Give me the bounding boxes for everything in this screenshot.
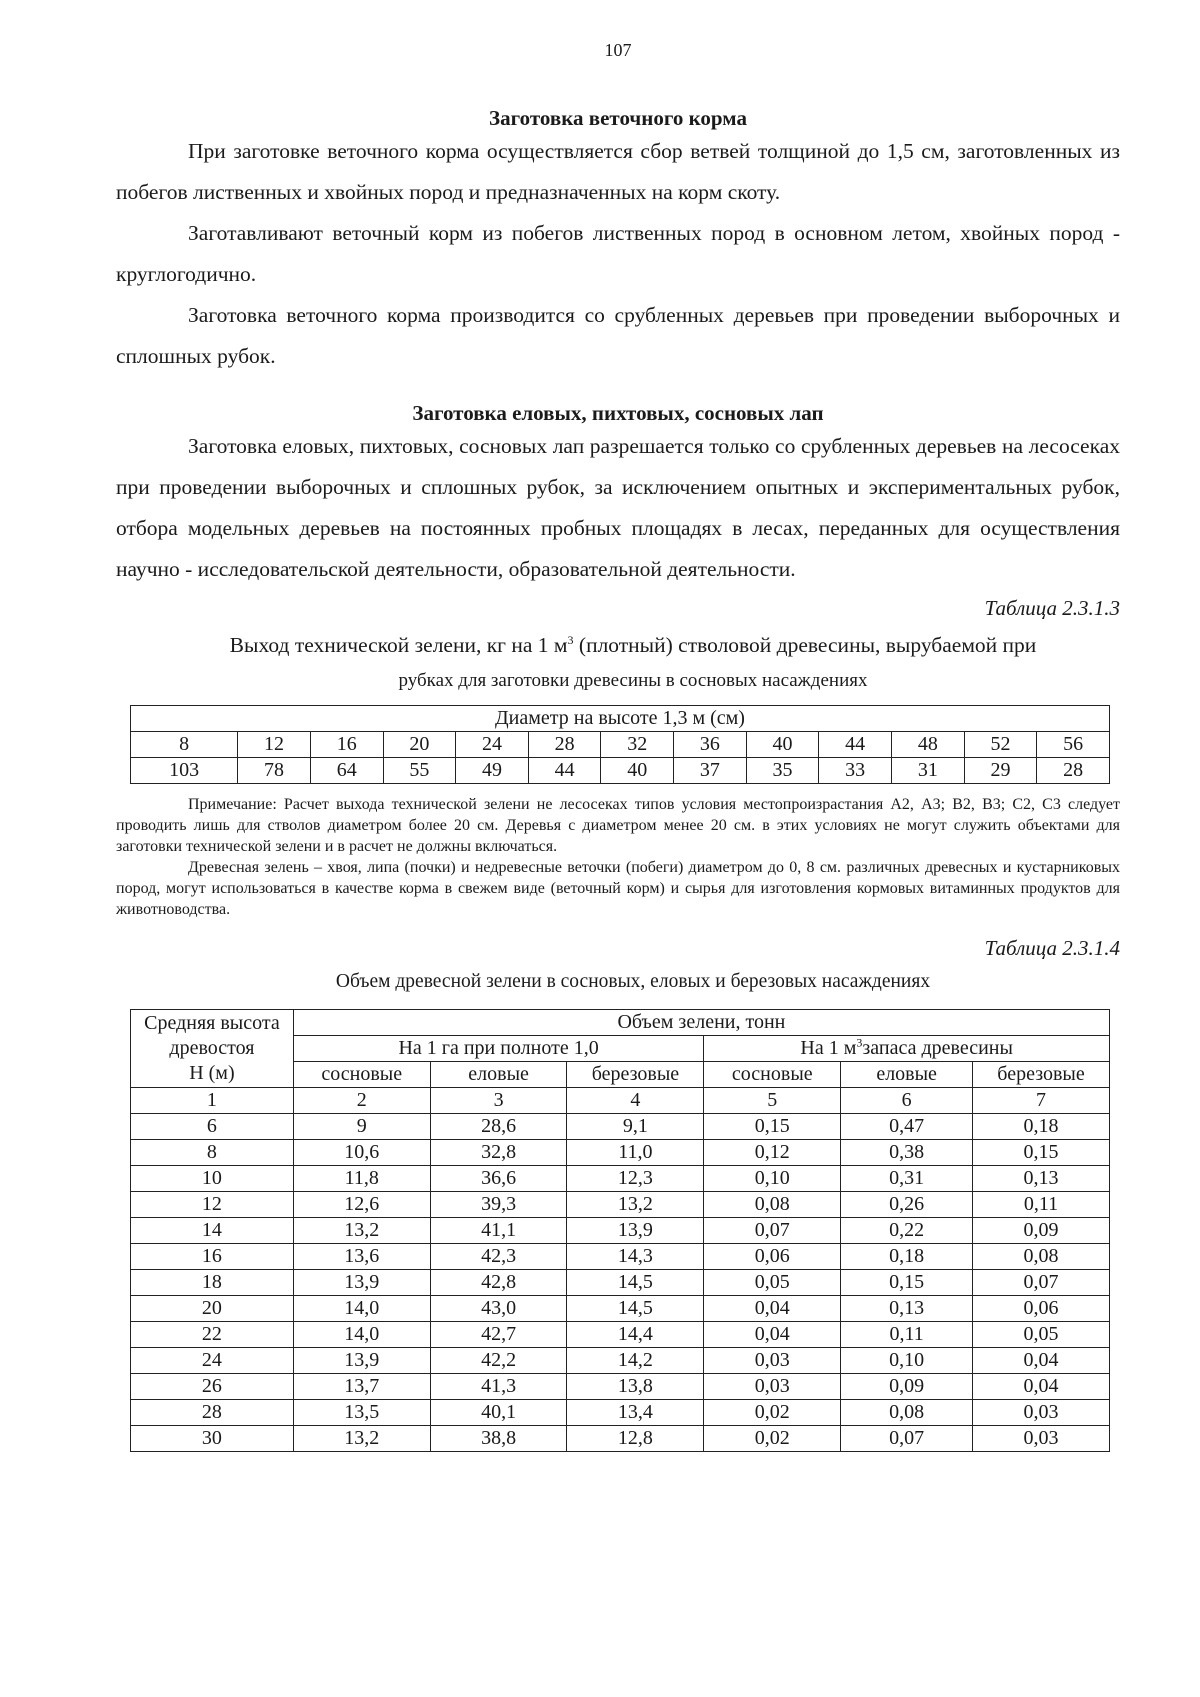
column-number-cell: 3 xyxy=(430,1088,567,1114)
column-number-cell: 2 xyxy=(293,1088,430,1114)
table-cell: 14,0 xyxy=(293,1322,430,1348)
value-cell: 31 xyxy=(892,758,965,784)
table-cell: 38,8 xyxy=(430,1426,567,1452)
value-cell: 40 xyxy=(601,758,674,784)
table-cell: 42,8 xyxy=(430,1270,567,1296)
table-cell: 0,38 xyxy=(841,1140,973,1166)
paragraph: Заготавливают веточный корм из побегов лиственных пород в основном летом, хвойных пород - круглогодично. xyxy=(116,221,1120,286)
table-cell: 0,15 xyxy=(973,1140,1110,1166)
value-cell: 33 xyxy=(819,758,892,784)
table-note: Древесная зелень – хвоя, липа (почки) и недревесные веточки (побеги) диаметром до 0, 8 см. различных древесных и кустарниковых пород, могут использоваться в качестве корма в свежем виде (веточный корм) и сырья для изготовления кормовых витаминных продуктов для животноводства. xyxy=(116,859,1120,918)
table-cell: 9 xyxy=(293,1114,430,1140)
table-cell: 13,6 xyxy=(293,1244,430,1270)
table-cell: 0,18 xyxy=(841,1244,973,1270)
table-cell: 0,05 xyxy=(973,1322,1110,1348)
table-cell: 10 xyxy=(131,1166,294,1192)
header-height: Средняя высота древостоя Н (м) xyxy=(131,1010,294,1088)
table-cell: 42,2 xyxy=(430,1348,567,1374)
table-cell: 32,8 xyxy=(430,1140,567,1166)
table-caption: Выход технической зелени, кг на 1 $м^3$ (плотный) стволовой древесины, вырубаемой при xyxy=(229,632,1037,657)
table-cell: 12 xyxy=(131,1192,294,1218)
diameter-cell: 24 xyxy=(456,732,529,758)
table-cell: 0,07 xyxy=(841,1426,973,1452)
value-cell: 28 xyxy=(1037,758,1110,784)
value-cell: 64 xyxy=(310,758,383,784)
table-cell: 0,07 xyxy=(704,1218,841,1244)
table-cell: 0,09 xyxy=(973,1218,1110,1244)
table-cell: 0,03 xyxy=(704,1374,841,1400)
table-cell: 0,09 xyxy=(841,1374,973,1400)
table-cell: 0,12 xyxy=(704,1140,841,1166)
column-number-cell: 7 xyxy=(973,1088,1110,1114)
table-cell: 9,1 xyxy=(567,1114,704,1140)
document-page xyxy=(116,0,1120,1452)
table-cell: 42,3 xyxy=(430,1244,567,1270)
column-number-row xyxy=(131,1088,1110,1114)
table-cell: 14,3 xyxy=(567,1244,704,1270)
table-cell: 0,22 xyxy=(841,1218,973,1244)
table-cell: 6 xyxy=(131,1114,294,1140)
subheader-cell: еловые xyxy=(841,1062,973,1088)
table-cell: 0,10 xyxy=(704,1166,841,1192)
diameter-cell: 32 xyxy=(601,732,674,758)
diameter-cell: 44 xyxy=(819,732,892,758)
table-cell: 0,10 xyxy=(841,1348,973,1374)
column-number-cell: 1 xyxy=(131,1088,294,1114)
table-cell: 18 xyxy=(131,1270,294,1296)
table-row xyxy=(131,1192,1110,1218)
table-cell: 13,9 xyxy=(293,1270,430,1296)
table-cell: 0,06 xyxy=(704,1244,841,1270)
table-label: Таблица 2.3.1.3 xyxy=(984,596,1120,620)
table-cell: 0,08 xyxy=(973,1244,1110,1270)
table-cell: 10,6 xyxy=(293,1140,430,1166)
diameter-cell: 8 xyxy=(131,732,238,758)
table-cell: 36,6 xyxy=(430,1166,567,1192)
table-cell: 13,7 xyxy=(293,1374,430,1400)
table-cell: 0,13 xyxy=(841,1296,973,1322)
table-label: Таблица 2.3.1.4 xyxy=(984,936,1120,960)
table-cell: 28,6 xyxy=(430,1114,567,1140)
diameter-cell: 20 xyxy=(383,732,456,758)
table-cell: 13,9 xyxy=(567,1218,704,1244)
table-row xyxy=(131,1322,1110,1348)
table-cell: 14,0 xyxy=(293,1296,430,1322)
value-cell: 103 xyxy=(131,758,238,784)
table-cell: 13,2 xyxy=(567,1192,704,1218)
table-cell: 14,2 xyxy=(567,1348,704,1374)
subheader-cell: березовые xyxy=(973,1062,1110,1088)
page-number: 107 xyxy=(604,40,632,60)
table-cell: 8 xyxy=(131,1140,294,1166)
diameter-cell: 16 xyxy=(310,732,383,758)
table-cell: 39,3 xyxy=(430,1192,567,1218)
diameter-cell: 52 xyxy=(964,732,1037,758)
table-cell: 20 xyxy=(131,1296,294,1322)
table-cell: 0,08 xyxy=(704,1192,841,1218)
table-cell: 42,7 xyxy=(430,1322,567,1348)
table-cell: 16 xyxy=(131,1244,294,1270)
table-cell: 12,6 xyxy=(293,1192,430,1218)
table-cell: 12,8 xyxy=(567,1426,704,1452)
table-cell: 13,9 xyxy=(293,1348,430,1374)
diameter-cell: 40 xyxy=(746,732,819,758)
table-cell: 26 xyxy=(131,1374,294,1400)
table-cell: 41,3 xyxy=(430,1374,567,1400)
subheader-cell: березовые xyxy=(567,1062,704,1088)
technical-greenery-table xyxy=(130,705,1110,784)
subheader-cell: еловые xyxy=(430,1062,567,1088)
header-volume: Объем зелени, тонн xyxy=(293,1010,1109,1036)
table-cell: 0,11 xyxy=(973,1192,1110,1218)
value-cell: 37 xyxy=(674,758,747,784)
table-cell: 13,4 xyxy=(567,1400,704,1426)
value-cell: 55 xyxy=(383,758,456,784)
table-cell: 43,0 xyxy=(430,1296,567,1322)
table-note: Примечание: Расчет выхода технической зелени не лесосеках типов условия местопроизрастания А2, А3; В2, В3; С2, С3 следует проводить лишь для стволов диаметром более 20 см. Деревья с диаметром менее 20 см. в этих условиях не могут служить объектами для заготовки технической зелени и в расчет не должны включаться. xyxy=(116,796,1120,855)
table-cell: 12,3 xyxy=(567,1166,704,1192)
table-cell: 28 xyxy=(131,1400,294,1426)
table-cell: 24 xyxy=(131,1348,294,1374)
table-cell: 14,5 xyxy=(567,1296,704,1322)
value-cell: 78 xyxy=(238,758,311,784)
value-cell: 35 xyxy=(746,758,819,784)
diameter-cell: 48 xyxy=(892,732,965,758)
table-row xyxy=(131,1374,1110,1400)
diameter-cell: 36 xyxy=(674,732,747,758)
subheader-cell: сосновые xyxy=(293,1062,430,1088)
table-cell: 0,47 xyxy=(841,1114,973,1140)
table-header: Диаметр на высоте 1,3 м (см) xyxy=(131,706,1110,732)
table-cell: 0,03 xyxy=(704,1348,841,1374)
table-row xyxy=(131,1166,1110,1192)
greenery-volume-table xyxy=(130,1009,1110,1452)
subheader-cell: сосновые xyxy=(704,1062,841,1088)
section-heading-branch-feed: Заготовка веточного корма xyxy=(489,106,747,130)
diameter-cell: 12 xyxy=(238,732,311,758)
table-cell: 11,0 xyxy=(567,1140,704,1166)
paragraph: При заготовке веточного корма осуществляется сбор ветвей толщиной до 1,5 см, заготовленных из побегов лиственных и хвойных пород и предназначенных на корм скоту. xyxy=(116,139,1120,204)
value-cell: 49 xyxy=(456,758,529,784)
table-row xyxy=(131,1296,1110,1322)
values-row xyxy=(131,758,1110,784)
table-cell: 13,8 xyxy=(567,1374,704,1400)
header-per-ha: На 1 га при полноте 1,0 xyxy=(293,1036,704,1062)
table-cell: 0,02 xyxy=(704,1426,841,1452)
diameter-cell: 28 xyxy=(528,732,601,758)
column-number-cell: 4 xyxy=(567,1088,704,1114)
table-row xyxy=(131,1218,1110,1244)
table-row xyxy=(131,1114,1110,1140)
table-row xyxy=(131,1400,1110,1426)
diameter-row xyxy=(131,732,1110,758)
table-cell: 0,15 xyxy=(704,1114,841,1140)
table-row xyxy=(131,1426,1110,1452)
table-cell: 0,15 xyxy=(841,1270,973,1296)
table-caption: Объем древесной зелени в сосновых, еловых и березовых насаждениях xyxy=(335,971,931,992)
table-cell: 0,11 xyxy=(841,1322,973,1348)
table-cell: 0,04 xyxy=(973,1348,1110,1374)
value-cell: 44 xyxy=(528,758,601,784)
table-cell: 0,02 xyxy=(704,1400,841,1426)
paragraph: Заготовка веточного корма производится со срубленных деревьев при проведении выборочных и сплошных рубок. xyxy=(116,303,1120,368)
section-heading-conifer-branches: Заготовка еловых, пихтовых, сосновых лап xyxy=(412,401,824,425)
column-number-cell: 5 xyxy=(704,1088,841,1114)
value-cell: 29 xyxy=(964,758,1037,784)
table-cell: 14 xyxy=(131,1218,294,1244)
table-cell: 0,07 xyxy=(973,1270,1110,1296)
table-row xyxy=(131,1244,1110,1270)
table-cell: 13,2 xyxy=(293,1218,430,1244)
table-cell: 0,03 xyxy=(973,1400,1110,1426)
column-number-cell: 6 xyxy=(841,1088,973,1114)
table-cell: 0,04 xyxy=(704,1296,841,1322)
table-cell: 13,5 xyxy=(293,1400,430,1426)
header-per-m3: На 1 $м^3запаса$ древесины xyxy=(704,1036,1110,1062)
diameter-cell: 56 xyxy=(1037,732,1110,758)
table-cell: 30 xyxy=(131,1426,294,1452)
table-cell: 0,04 xyxy=(704,1322,841,1348)
table-cell: 41,1 xyxy=(430,1218,567,1244)
table-cell: 0,04 xyxy=(973,1374,1110,1400)
table-caption-line2: рубках для заготовки древесины в сосновых насаждениях xyxy=(398,670,868,691)
table-cell: 14,5 xyxy=(567,1270,704,1296)
table-cell: 40,1 xyxy=(430,1400,567,1426)
table-row xyxy=(131,1348,1110,1374)
paragraph: Заготовка еловых, пихтовых, сосновых лап разрешается только со срубленных деревьев на лесосеках при проведении выборочных и сплошных рубок, за исключением опытных и экспериментальных рубок, отбора модельных деревьев на постоянных пробных площадях в лесах, переданных для осуществления научно - исследовательской деятельности, образовательной деятельности. xyxy=(116,434,1120,581)
table-cell: 0,26 xyxy=(841,1192,973,1218)
table-cell: 13,2 xyxy=(293,1426,430,1452)
table-row xyxy=(131,1140,1110,1166)
table-cell: 11,8 xyxy=(293,1166,430,1192)
table-cell: 0,31 xyxy=(841,1166,973,1192)
table-cell: 0,03 xyxy=(973,1426,1110,1452)
table-cell: 0,13 xyxy=(973,1166,1110,1192)
table-row xyxy=(131,1270,1110,1296)
table-cell: 0,06 xyxy=(973,1296,1110,1322)
table-cell: 0,08 xyxy=(841,1400,973,1426)
table-cell: 0,05 xyxy=(704,1270,841,1296)
table-cell: 22 xyxy=(131,1322,294,1348)
table-cell: 0,18 xyxy=(973,1114,1110,1140)
table-cell: 14,4 xyxy=(567,1322,704,1348)
